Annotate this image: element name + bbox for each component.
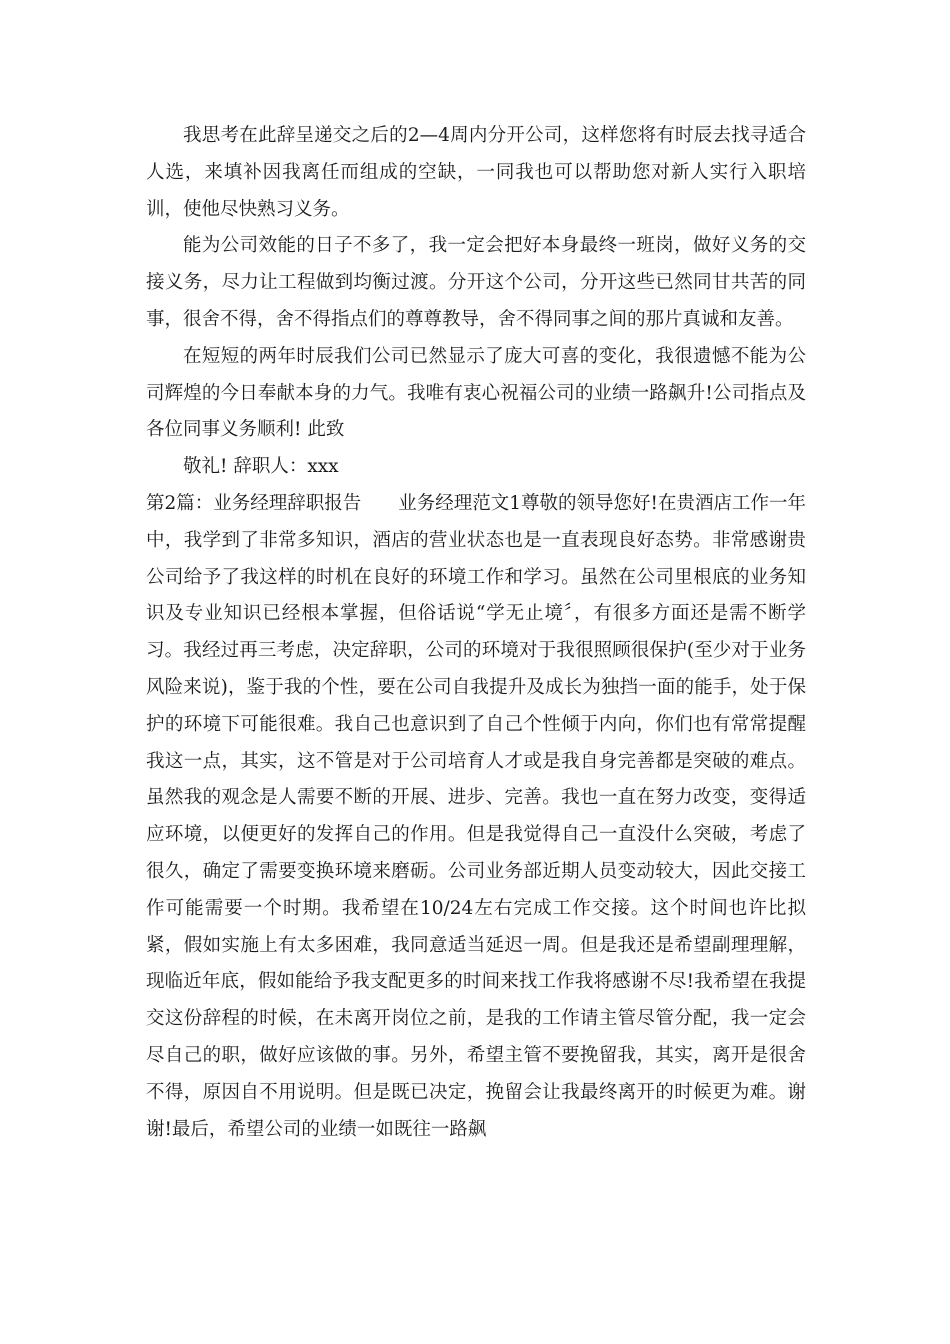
- document-body: [146, 118, 806, 1148]
- article-2-paragraph: 第2篇：业务经理辞职报告 业务经理范文1尊敬的领导您好!在贵酒店工作一年中，我学到了非常多知识，酒店的营业状态也是一直表现良好态势。非常感谢贵公司给予了我这样的时机在良好的环境工作和学习。虽然在公司里根底的业务知识及专业知识已经根本掌握，但俗话说“学无止境〞，有很多方面还是需不断学习。我经过再三考虑，决定辞职，公司的环境对于我很照顾很保护(至少对于业务风险来说)，鉴于我的个性，要在公司自我提升及成长为独挡一面的能手，处于保护的环境下可能很难。我自己也意识到了自己个性倾于内向，你们也有常常提醒我这一点，其实，这不管是对于公司培育人才或是我自身完善都是突破的难点。虽然我的观念是人需要不断的开展、进步、完善。我也一直在努力改变，变得适应环境，以便更好的发挥自己的作用。但是我觉得自己一直没什么突破，考虑了很久，确定了需要变换环境来磨砺。公司业务部近期人员变动较大，因此交接工作可能需要一个时期。我希望在10/24左右完成工作交接。这个时间也许比拟紧，假如实施上有太多困难，我同意适当延迟一周。但是我还是希望副理理解，现临近年底，假如能给予我支配更多的时间来找工作我将感谢不尽!我希望在我提交这份辞程的时候，在未离开岗位之前，是我的工作请主管尽管分配，我一定会尽自己的职，做好应该做的事。另外，希望主管不要挽留我，其实，离开是很舍不得，原因自不用说明。但是既已决定，挽留会让我最终离开的时候更为难。谢谢!最后，希望公司的业绩一如既往一路飙: [146, 492, 806, 1140]
- paragraph: 能为公司效能的日子不多了，我一定会把好本身最终一班岗，做好义务的交接义务，尽力让工程做到均衡过渡。分开这个公司，分开这些已然同甘共苦的同事，很舍不得，舍不得指点们的尊尊教导，舍不得同事之间的那片真诚和友善。: [146, 235, 806, 330]
- closing-line: 敬礼! 辞职人：xxx: [183, 456, 339, 478]
- paragraph: 我思考在此辞呈递交之后的2—4周内分开公司，这样您将有时辰去找寻适合人选，来填补因我离任而组成的空缺，一同我也可以帮助您对新人实行入职培训，使他尽快熟习义务。: [146, 125, 806, 220]
- paragraph: 在短短的两年时辰我们公司已然显示了庞大可喜的变化，我很遗憾不能为公司辉煌的今日奉献本身的力气。我唯有衷心祝福公司的业绩一路飙升!公司指点及各位同事义务顺利! 此致: [146, 345, 807, 441]
